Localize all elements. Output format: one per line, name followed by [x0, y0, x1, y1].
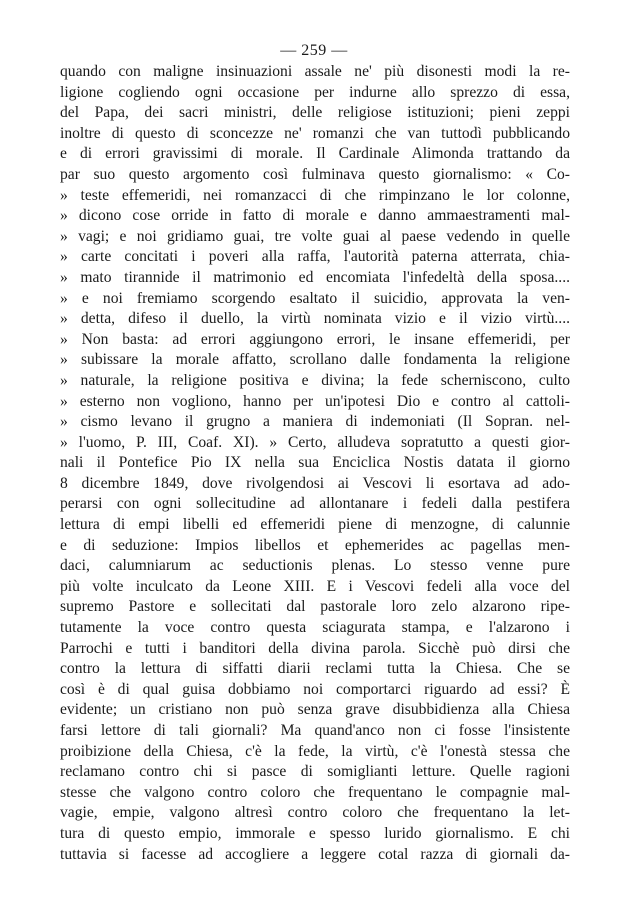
text-line: lettura di empi libelli ed effemeridi piene di menzogne, di calunnie [60, 516, 570, 534]
text-line: vagie, empie, valgono altresì contro coloro che frequentano la let- [60, 804, 570, 822]
text-line: perarsi con ogni sollecitudine ad allontanare i fedeli dalla pestifera [60, 495, 570, 513]
text-line: contro la lettura di siffatti diarii reclami tutta la Chiesa. Che se [60, 660, 570, 678]
text-line: proibizione della Chiesa, c'è la fede, la virtù, c'è l'onestà stessa che [60, 742, 570, 760]
text-line: evidente; un cristiano non può senza grave disubbidienza alla Chiesa [60, 701, 570, 719]
text-line: inoltre di questo di sconcezze ne' romanzi che van tuttodì pubblicando [60, 124, 570, 142]
text-line: » vagi; e noi gridiamo guai, tre volte guai al paese vedendo in quelle [60, 227, 570, 245]
text-line: daci, calumniarum ac seductionis plenas. Lo stesso venne pure [60, 557, 570, 575]
text-line: » mato tirannide il matrimonio ed encomiata l'infedeltà della sposa.... [60, 268, 570, 286]
text-line: quando con maligne insinuazioni assale ne' più disonesti modi la re- [60, 63, 570, 80]
text-line: più volte inculcato da Leone XIII. E i Vescovi fedeli alla voce del [60, 577, 570, 595]
text-line: » subissare la morale affatto, scrollano dalle fondamenta la religione [60, 351, 570, 369]
text-line: stesse che valgono contro coloro che frequentano le compagnie mal- [60, 783, 570, 801]
text-line: tutamente la voce contro questa sciagurata stampa, e l'alzarono i [60, 619, 570, 637]
text-line: e di errori gravissimi di morale. Il Cardinale Alimonda trattando da [60, 145, 570, 163]
page-number: — 259 — [280, 42, 348, 59]
text-line: tuttavia si facesse ad accogliere a leggere cotal razza di giornali da- [60, 845, 570, 863]
text-line: farsi lettore di tali giornali? Ma quand'anco non ci fosse l'insistente [60, 722, 570, 739]
text-line: così è di qual guisa dobbiamo noi comportarci riguardo ad essi? È [60, 680, 570, 698]
text-line: » naturale, la religione positiva e divina; la fede scherniscono, culto [60, 371, 570, 389]
text-line: nali il Pontefice Pio IX nella sua Enciclica Nostis datata il giorno [60, 454, 570, 472]
text-line: » e noi fremiamo scorgendo esaltato il suicidio, approvata la ven- [60, 289, 570, 307]
text-line: del Papa, dei sacri ministri, delle religiose istituzioni; pieni zeppi [60, 104, 570, 122]
text-line: » Non basta: ad errori aggiungono errori, le insane effemeridi, per [60, 330, 570, 348]
text-line: supremo Pastore e sollecitati dal pastorale loro zelo alzarono ripe- [60, 598, 570, 616]
text-line: 8 dicembre 1849, dove rivolgendosi ai Vescovi li esortava ad ado- [60, 474, 570, 492]
text-line: par suo questo argomento così fulminava questo giornalismo: « Co- [60, 165, 570, 183]
body-text [60, 62, 570, 865]
text-line: e di seduzione: Impios libellos et ephemerides ac pagellas men- [60, 536, 570, 554]
text-line: » detta, difeso il duello, la virtù nominata vizio e il vizio virtù.... [60, 310, 570, 328]
text-line: » cismo levano il grugno a maniera di indemoniati (Il Sopran. nel- [60, 413, 570, 431]
text-line: » l'uomo, P. III, Coaf. XI). » Certo, alludeva sopratutto a questi gior- [60, 433, 570, 451]
text-line: » esterno non vogliono, hanno per un'ipotesi Dio e contro al cattoli- [60, 392, 570, 410]
text-line: ligione cogliendo ogni occasione per indurne allo sprezzo di essa, [60, 83, 570, 101]
text-line: Parrochi e tutti i banditori della divina parola. Sicchè può dirsi che [60, 639, 570, 657]
text-line: tura di questo empio, immorale e spesso lurido giornalismo. E chi [60, 824, 570, 842]
text-line: » dicono cose orride in fatto di morale e danno ammaestramenti mal- [60, 207, 570, 225]
text-line: reclamano contro chi si pasce di somiglianti letture. Quelle ragioni [60, 763, 570, 781]
text-line: » teste effemeridi, nei romanzacci di che rimpinzano le lor colonne, [60, 186, 570, 204]
text-line: » carte concitati i poveri alla raffa, l'autorità paterna atterrata, chia- [60, 248, 570, 266]
